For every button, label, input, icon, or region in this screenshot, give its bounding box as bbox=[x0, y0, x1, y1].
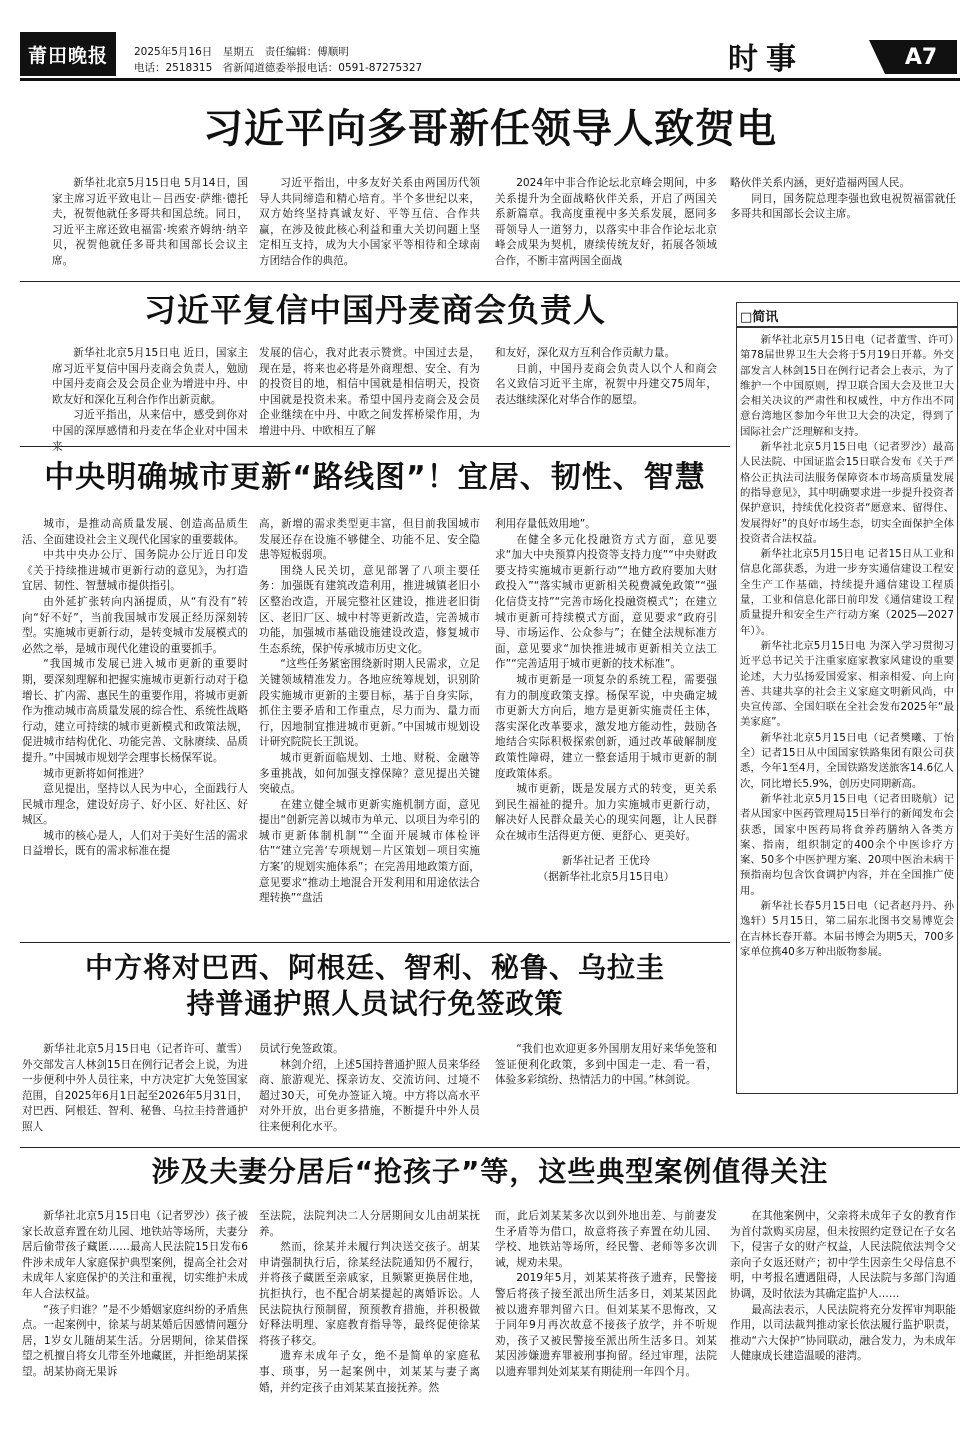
news-briefs-title: □简讯 bbox=[740, 310, 779, 325]
phone-line: 电话：2518315 省新闻道德委举报电话：0591-87275327 bbox=[134, 62, 423, 74]
article-2-col-1 bbox=[52, 346, 248, 442]
paragraph: 围绕人民关切，意见部署了八项主要任务：加强既有建筑改造利用，推进城镇老旧小区整治改造，开展完整社区建设，推进老旧街区、老旧厂区、城中村等更新改造，完善城市功能，加强城市基础设施建设改造，修复城市生态系统，保护传承城市历史文化。 bbox=[259, 564, 480, 655]
brief-item: 新华社北京5月15日电 记者15日从工业和信息化部获悉，为进一步夯实通信建设工程安全生产工作基础，持续提升通信建设工程质量，工业和信息化部日前印发《通信建设工程质量提升和安全生产行动方案（2025—2027年）》。 bbox=[740, 548, 954, 637]
article-divider bbox=[20, 942, 730, 943]
paragraph: 然而，徐某并未履行判决送交孩子。胡某申请强制执行后，徐某经法院通知仍不履行，并将孩子藏匿至亲戚家，且频繁更换居住地，抗拒执行，也不配合胡某提起的离婚诉讼。人民法院执行预制留，预预教育措施，并积极做好释法明理、家庭教育指导等，最终促使徐某将孩子移交。 bbox=[259, 1241, 480, 1347]
source-line: （据新华社北京5月15日电） bbox=[537, 871, 675, 884]
paragraph: 发展的信心，我对此表示赞赏。中国过去是，现在是，将来也必将是外商理想、安全、有为的投资目的地，相信中国就是相信明天，投资中国就是投资未来。希望中国丹麦商会及会员企业继续在中丹、中欧之间发挥桥梁作用，为增进中丹、中欧相互了解 bbox=[259, 347, 480, 437]
paragraph: 略伙伴关系内涵，更好造福两国人民。 bbox=[730, 177, 911, 189]
paragraph: “我们也欢迎更多外国朋友用好来华免签和签证便利化政策，多到中国走一走、看一看，体验多彩缤纷、热情活力的中国。”林剑说。 bbox=[495, 1043, 717, 1087]
paragraph: 城市更新是一项复杂的系统工程，需要强有力的制度政策支撑。杨保军说，中央确定城市更新大方向后，地方是更新实施责任主体，落实深化改革要求，激发地方能动性，鼓励各地结合实际积极探索创新，通过改革破解制度政策性障碍，建立一整套适用于城市更新的制度政策体系。 bbox=[495, 673, 717, 780]
article-3-col-2 bbox=[259, 517, 480, 937]
paragraph: 最高法表示，人民法院将充分发挥审判职能作用，以司法裁判推动家长依法履行监护职责，推动“六大保护”协同联动，融合发力，为未成年人健康成长建造温暖的港湾。 bbox=[730, 1303, 956, 1363]
brief-item: 新华社长春5月15日电（记者赵丹丹、孙逸轩）5月15日，第二届东北图书交易博览会在吉林长春开幕。本届书博会为期5天，700多家单位携40多万种出版物参展。 bbox=[740, 899, 954, 958]
date-editor-line: 2025年5月16日 星期五 责任编辑：傅顺明 bbox=[134, 46, 349, 58]
paragraph: 城市更新面临规划、土地、财税、金融等多重挑战，如何加强支撑保障？意见提出关键突破点。 bbox=[259, 751, 480, 796]
brief-item: 新华社北京5月15日电（记者罗沙）最高人民法院、中国证监会15日联合发布《关于严格公正执法司法服务保障资本市场高质量发展的指导意见》，其中明确要求进一步提升投资者保护意识，持续优化投资者“愿意来、留得住、发展得好”的良好市场生态，切实全面保护全体投资者合法权益。 bbox=[740, 441, 954, 545]
paragraph: 在其他案例中，父亲将未成年子女的教育作为首付款购买房屋，但未按照约定登记在子女名下，侵害子女的财产权益，人民法院依法判令父亲向子女返还财产；初中学生因亲生父母信息不明，中考报名遭遇阻碍，人民法院与多部门沟通协调，及时依法为其确定监护人…… bbox=[730, 1210, 956, 1300]
article-4-headline-line-1: 中方将对巴西、阿根廷、智利、秘鲁、乌拉圭 bbox=[84, 951, 665, 984]
paragraph: 和友好，深化双方互利合作贡献力量。 bbox=[495, 347, 676, 359]
paragraph: 新华社北京5月15日电 近日，国家主席习近平复信中国丹麦商会负责人，勉励中国丹麦商会及会员企业为增进中丹、中欧友好和深化互利合作作出新贡献。 bbox=[52, 347, 248, 406]
article-4-col-2 bbox=[259, 1042, 480, 1142]
article-4-headline-line-2: 持普通护照人员试行免签政策 bbox=[186, 987, 564, 1020]
paragraph: 新华社北京5月15日电（记者许可、董雪）外交部发言人林剑15日在例行记者会上说，为进一步便利中外人员往来，中方决定扩大免签国家范围，自2025年6月1日起至2026年5月31日，对巴西、阿根廷、智利、秘鲁、乌拉圭持普通护照人 bbox=[22, 1043, 248, 1133]
paragraph: 中共中央办公厅、国务院办公厅近日印发《关于持续推进城市更新行动的意见》，为打造宜居、韧性、智慧城市提供指引。 bbox=[22, 549, 248, 593]
article-3-col-3 bbox=[495, 517, 717, 937]
article-1-col-3 bbox=[495, 176, 717, 276]
brief-item: 新华社北京5月15日电 为深入学习贯彻习近平总书记关于注重家庭家教家风建设的重要论述，大力弘扬爱国爱家、相亲相爱、向上向善、共建共享的社会主义家庭文明新风尚，中央宣传部、全国妇联在全社会发布2025年“最美家庭”。 bbox=[740, 639, 954, 729]
article-5-col-2 bbox=[259, 1209, 480, 1434]
brief-item: 新华社北京5月15日电（记者田晓航）记者从国家中医药管理局15日举行的新闻发布会获悉，国家中医药局将食养药膳纳入各类方案、指南，组织制定的400余个中医诊疗方案、50多个中医护理方案、20项中医治未病干预指南均包含饮食调护内容，并在全国推广使用。 bbox=[740, 792, 954, 897]
paragraph: 意见提出，坚持以人民为中心，全面践行人民城市理念，建设好房子、好小区、好社区、好城区。 bbox=[22, 783, 248, 827]
page-number: A7 bbox=[904, 44, 938, 70]
paragraph: 城市的核心是人，人们对于美好生活的需求日益增长，既有的需求标准在提 bbox=[22, 829, 248, 858]
section-name: 时事 bbox=[728, 42, 804, 77]
article-1-col-1 bbox=[52, 176, 248, 276]
article-5-col-3 bbox=[495, 1209, 717, 1434]
byline: 新华社记者 王优玲 bbox=[561, 855, 651, 868]
paragraph: 至法院，法院判决二人分居期间女儿由胡某抚养。 bbox=[259, 1210, 480, 1238]
briefs-title-rule bbox=[736, 326, 958, 328]
brief-item: 新华社北京5月15日电（记者樊曦、丁怡全）记者15日从中国国家铁路集团有限公司获悉，今年1至4月，全国铁路发送旅客14.6亿人次，同比增长5.9%，创历史同期新高。 bbox=[740, 731, 954, 790]
paragraph: 高，新增的需求类型更丰富，但目前我国城市发展还存在设施不够健全、功能不足、安全隐患等短板弱项。 bbox=[259, 518, 480, 562]
paragraph: 同日，国务院总理李强也致电祝贺福雷就任多哥共和国部长会议主席。 bbox=[730, 192, 956, 221]
paragraph: 习近平指出，从来信中，感受到你对中国的深厚感情和丹麦在华企业对中国未 bbox=[52, 409, 248, 437]
article-5-headline: 涉及夫妻分居后“抢孩子”等，这些典型案例值得关注 bbox=[151, 1155, 829, 1188]
paragraph: 2019年5月，刘某某将孩子遗弃，民警接警后将孩子接至派出所生活多日，刘某某因此被以遗弃罪判留六日。但刘某某不思悔改，又于同年9月再次故意不接孩子放学，并不听规劝，孩子又被民警接至派出所生活多日。刘某某因涉嫌遗弃罪被刑事拘留。经过审理，法院以遗弃罪判处刘某某有期徒刑一年四个月。 bbox=[495, 1272, 717, 1378]
header-rule bbox=[20, 78, 960, 81]
page-number-tab bbox=[885, 40, 957, 74]
news-briefs-list bbox=[740, 333, 954, 1085]
paragraph: “孩子归谁？”是不少婚姻家庭纠纷的矛盾焦点。一起案例中，徐某与胡某婚后因感情问题分居，1岁女儿随胡某生活。分居期间，徐某借探望之机擅自将女儿带至外地藏匿，并拒绝胡某探望。胡某协商无果诉 bbox=[22, 1303, 248, 1378]
brief-item: 新华社北京5月15日电（记者董雪、许可）第78届世界卫生大会将于5月19日开幕。外交部发言人林剑15日在例行记者会上表示，为了维护一个中国原则，捍卫联合国大会及世卫大会相关决议的严肃性和权威性，中方作出不同意台湾地区参加今年世卫大会的决定，得到了国际社会广泛理解和支持。 bbox=[740, 334, 954, 438]
newspaper-masthead: 莆田晚报 bbox=[20, 32, 116, 76]
paragraph: 城市更新，既是发展方式的转变，更关系到民生福祉的提升。加力实施城市更新行动，解决好人民群众最关心的现实问题，让人民群众在城市生活得更方便、更舒心、更美好。 bbox=[495, 783, 717, 842]
article-1-col-4 bbox=[730, 176, 956, 276]
article-1-col-2 bbox=[259, 176, 480, 276]
article-divider bbox=[20, 1147, 960, 1148]
article-2-col-2 bbox=[259, 346, 480, 442]
article-1-headline: 习近平向多哥新任领导人致贺电 bbox=[203, 106, 777, 152]
paragraph: 利用存量低效用地”。 bbox=[495, 518, 596, 530]
article-4-col-1 bbox=[22, 1042, 248, 1142]
paragraph: 在建立健全城市更新实施机制方面，意见提出“创新完善以城市为单元、以项目为牵引的城市更新体制机制”“全面开展城市体检评估”“建立完善‘专项规划－片区策划－项目实施方案’的规划实施体系”；在完善用地政策方面，意见要求“推动土地混合开发利用和用途依法合理转换”“盘活 bbox=[259, 798, 480, 905]
paragraph: 城市，是推动高质量发展、创造高品质生活、全面建设社会主义现代化国家的重要载体。 bbox=[22, 518, 248, 546]
article-divider bbox=[20, 446, 730, 447]
paragraph: 而，此后刘某某多次以到外地出差、与前妻发生矛盾等为借口，故意将孩子弃置在幼儿园、学校、地铁站等场所，经民警、老师等多次训诫，规劝未果。 bbox=[495, 1210, 717, 1269]
paragraph: 习近平指出，中多友好关系由两国历代领导人共同缔造和精心培育。半个多世纪以来，双方始终坚持真诚友好、平等互信、合作共赢，在涉及彼此核心利益和重大关切问题上坚定相互支持，成为大小国家平等相待和全球南方团结合作的典范。 bbox=[259, 177, 480, 267]
paragraph: 员试行免签政策。 bbox=[259, 1043, 344, 1055]
paragraph: 林剑介绍，上述5国持普通护照人员来华经商、旅游观光、探亲访友、交流访问、过境不超过30天，可免办签证入境。中方将以高水平对外开放，出台更多措施，不断提升中外人员往来便利化水平。 bbox=[259, 1058, 480, 1133]
article-divider bbox=[20, 281, 960, 282]
paragraph: “我国城市发展已进入城市更新的重要时期，要深刻理解和把握实施城市更新行动对于稳增长、扩内需、惠民生的重要作用，将城市更新作为推动城市高质量发展的综合性、系统性战略行动，建立可持续的城市更新模式和政策法规，促进城市结构优化、功能完善、文脉赓续、品质提升。”中国城市规划学会理事长杨保军说。 bbox=[22, 658, 248, 764]
paragraph: 新华社北京5月15日电（记者罗沙）孩子被家长故意弃置在幼儿园、地铁站等场所，夫妻分居后偷带孩子藏匿……最高人民法院15日发布6件涉未成年人家庭保护典型案例，提高全社会对未成年人家庭保护的关注和重视，切实维护未成年人合法权益。 bbox=[22, 1210, 248, 1300]
paragraph: 新华社北京5月15日电 5月14日，国家主席习近平致电让－吕西安·萨维·德托夫，祝贺他就任多哥共和国总统。同日，习近平主席还致电福雷·埃索齐姆纳·纳辛贝，祝贺他就任多哥共和国部长会议主席。 bbox=[52, 177, 248, 267]
article-5-col-1 bbox=[22, 1209, 248, 1434]
article-2-col-3 bbox=[495, 346, 717, 442]
paragraph: 遗弃未成年子女，绝不是简单的家庭私事、琐事，另一起案例中，刘某某与妻子离婚，并约定孩子由刘某某直接抚养。然 bbox=[259, 1350, 480, 1394]
paragraph: “这些任务紧密围绕新时期人民需求，立足关键领域精准发力。各地应统筹规划，识别阶段实施城市更新的主要目标，基于自身实际，抓住主要矛盾和工作重点，尽力而为、量力而行，因地制宜推进城市更新。”中国城市规划设计研究院院长王凯说。 bbox=[259, 658, 480, 749]
paragraph: 在健全多元化投融资方式方面，意见要求“加大中央预算内投资等支持力度”“中央财政要支持实施城市更新行动”“地方政府要加大财政投入”“落实城市更新相关税费减免政策”“强化信贷支持”“完善市场化投融资模式”；在建立城市更新可持续模式方面，意见要求“政府引导、市场运作、公众参与”；在健全法规标准方面，意见要求“加快推进城市更新相关立法工作”“完善适用于城市更新的技术标准”。 bbox=[495, 533, 717, 671]
paragraph: 2024年中非合作论坛北京峰会期间，中多关系提升为全面战略伙伴关系，开启了两国关系新篇章。我高度重视中多关系发展，愿同多哥领导人一道努力，以落实中非合作论坛北京峰会成果为契机，赓续传统友好，拓展各领域合作，不断丰富两国全面战 bbox=[495, 177, 717, 267]
article-3-col-1 bbox=[22, 517, 248, 937]
article-3-headline: 中央明确城市更新“路线图”！宜居、韧性、智慧 bbox=[44, 460, 706, 495]
article-4-col-3 bbox=[495, 1042, 717, 1142]
paragraph: 由外延扩张转向内涵提质，从“有没有”转向“好不好”，当前我国城市发展正经历深刻转型。实施城市更新行动，是转变城市发展模式的必然之举，是城市现代化建设的重要抓手。 bbox=[22, 595, 248, 655]
paragraph: 城市更新将如何推进？ bbox=[43, 767, 150, 780]
paragraph: 日前，中国丹麦商会负责人以个人和商会名义致信习近平主席，祝贺中丹建交75周年，表达继续深化对华合作的愿望。 bbox=[495, 362, 717, 406]
article-2-headline: 习近平复信中国丹麦商会负责人 bbox=[143, 291, 606, 329]
article-5-col-4 bbox=[730, 1209, 956, 1434]
